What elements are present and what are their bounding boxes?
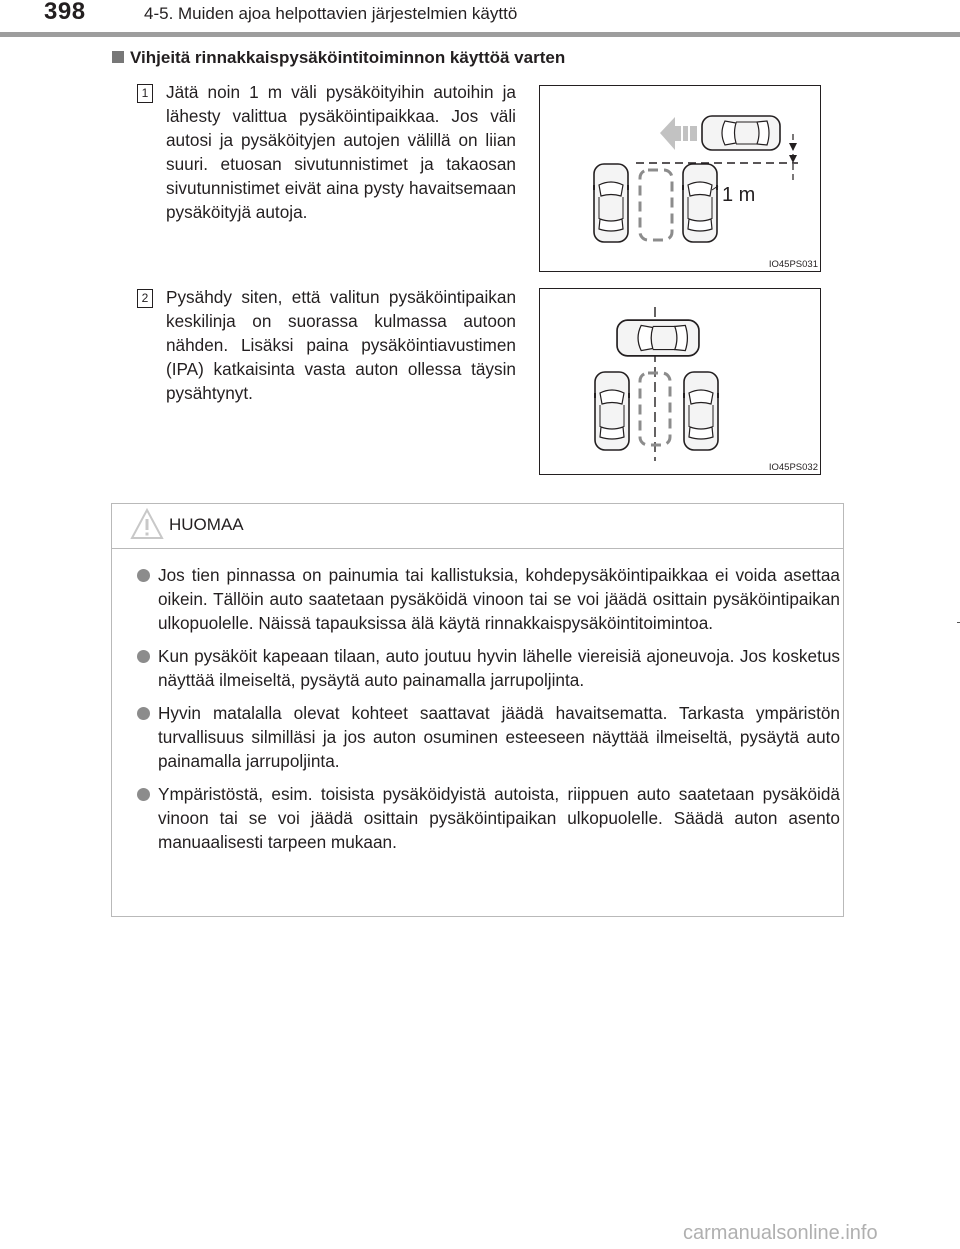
list-item: Jos tien pinnassa on painumia tai kallistuksia, kohdepysäköintipaikkaa ei voida asettaa oikein. Tällöin auto saatetaan pysäköidä vinoon tai se voi jäädä osittain pysäköintipaikan ulkopuolelle. Näissä tapauksissa älä käytä rinnakkaispysäköintitoimintoa. <box>134 563 840 635</box>
section-title-text: Vihjeitä rinnakkaispysäköintitoiminnon käyttöä varten <box>130 48 566 67</box>
caution-list <box>134 563 840 863</box>
parked-car-left-icon <box>592 372 632 450</box>
step-text-2: Pysähdy siten, että valitun pysäköintipaikan keskilinja on suorassa kulmassa autoon nähden. Lisäksi paina pysäköintiavustimen (IPA) katkaisinta vasta auton ollessa täysin pysähtynyt. <box>166 287 516 403</box>
step-number-2: 2 <box>137 289 153 308</box>
section-title <box>112 48 565 68</box>
figure-2-drawing <box>540 289 820 474</box>
list-item: Kun pysäköit kapeaan tilaan, auto joutuu hyvin lähelle viereisiä ajoneuvoja. Jos kosketus näyttää ilmeiseltä, pysäytä auto painamalla jarrupoljinta. <box>134 644 840 692</box>
bullet-icon <box>137 788 150 801</box>
distance-label: 1 m <box>722 184 756 206</box>
caution-header <box>112 504 843 549</box>
watermark[interactable]: carmanualsonline.info <box>683 1222 878 1244</box>
header-rule <box>0 32 960 37</box>
caution-box <box>111 503 844 917</box>
warning-icon <box>130 508 164 540</box>
figure-code-1: IO45PS031 <box>768 259 818 270</box>
figure-2 <box>539 288 821 475</box>
stopped-car-icon <box>617 320 699 356</box>
page-number: 398 <box>44 0 86 25</box>
list-item: Hyvin matalalla olevat kohteet saattavat jäädä havaitsematta. Tarkasta ympäristön turvallisuus silmilläsi ja jos auton osuminen esteeseen näyttää ilmeiseltä, pysäytä auto painamalla jarrupoljinta. <box>134 701 840 773</box>
figure-code-2: IO45PS032 <box>768 462 818 473</box>
arrow-left-icon <box>660 117 697 150</box>
caution-title: HUOMAA <box>169 515 244 534</box>
section-square-icon <box>112 51 124 63</box>
step-text-1: Jätä noin 1 m väli pysäköityihin autoihin ja lähesty valittua pysäköintipaikkaa. Jos väli autosi ja pysäköityjen autojen välillä on liian suuri. etuosan sivutunnistimet ja takaosan sivutunnistimet eivät aina pysty havaitsemaan pysäköityjä autoja. <box>166 82 516 222</box>
chapter-title: 4-5. Muiden ajoa helpottavien järjestelmien käyttö <box>144 4 518 23</box>
target-space <box>640 170 672 240</box>
figure-1-drawing <box>540 86 820 271</box>
parked-car-right-icon <box>680 164 720 242</box>
bullet-icon <box>137 569 150 582</box>
bullet-icon <box>137 650 150 663</box>
figure-1 <box>539 85 821 272</box>
list-item: Ympäristöstä, esim. toisista pysäköidyistä autoista, riippuen auto saatetaan pysäköidä vinoon tai se voi jäädä osittain pysäköintipaikan ulkopuolelle. Säädä auton asento manuaalisesti tarpeen mukaan. <box>134 782 840 854</box>
step-number-1: 1 <box>137 84 153 103</box>
parked-car-left-icon <box>591 164 631 242</box>
parked-car-right-icon <box>681 372 721 450</box>
moving-car-icon <box>702 116 780 150</box>
bullet-icon <box>137 707 150 720</box>
